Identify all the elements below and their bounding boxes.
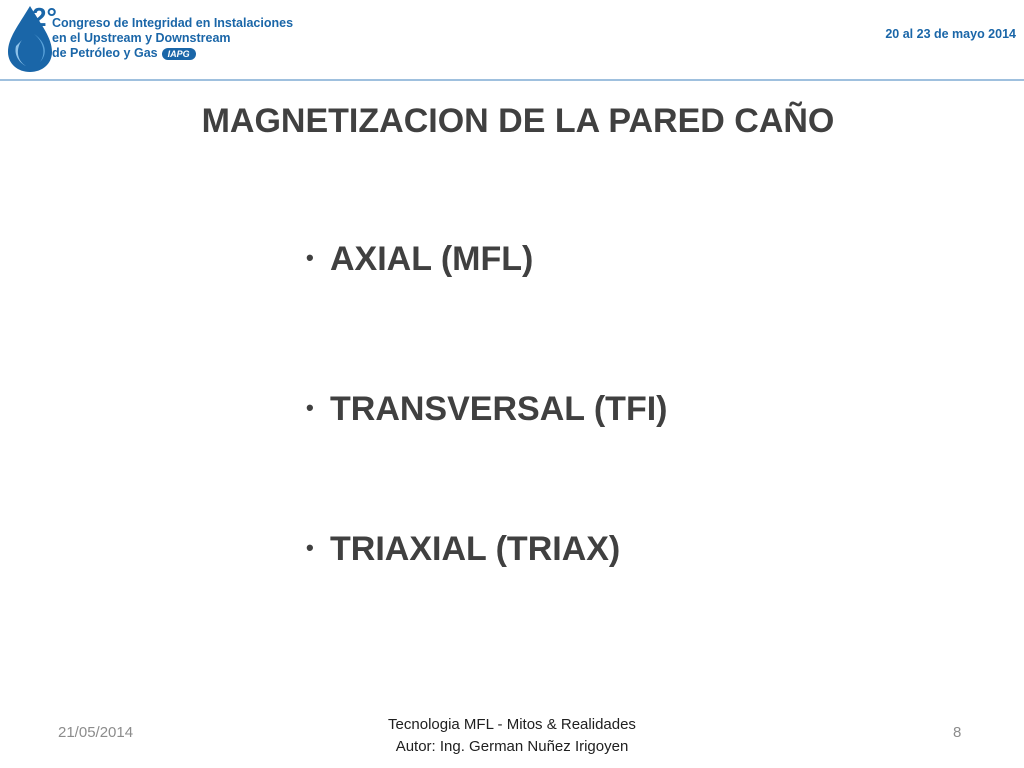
bullet-text: TRIAXIAL (TRIAX) [330,530,621,568]
event-date: 20 al 23 de mayo 2014 [885,27,1016,41]
bullet-item [306,390,667,429]
bullet-marker: • [306,245,314,271]
bullet-marker: • [306,535,314,561]
congress-name-line: en el Upstream y Downstream [52,31,231,45]
logo-number: 2° [32,2,57,32]
bullet-item [306,530,620,569]
bullet-item [306,240,533,279]
footer-presentation-title: Tecnologia MFL - Mitos & Realidades [388,716,636,733]
footer-date: 21/05/2014 [58,724,134,741]
bullet-text: AXIAL (MFL) [330,240,534,278]
congress-name [52,16,293,61]
slide-header [0,0,1024,80]
bullet-text: TRANSVERSAL (TFI) [330,390,668,428]
slide-title: MAGNETIZACION DE LA PARED CAÑO [201,102,835,140]
bullet-marker: • [306,395,314,421]
iapg-logo-icon: IAPG [162,48,196,60]
header-divider [0,79,1024,81]
congress-name-line: de Petróleo y Gas IAPG [52,46,293,61]
page-number: 8 [953,724,962,741]
congress-name-line: Congreso de Integridad en Instalaciones [52,16,294,30]
footer-author: Autor: Ing. German Nuñez Irigoyen [395,738,629,755]
footer-caption [312,714,712,758]
